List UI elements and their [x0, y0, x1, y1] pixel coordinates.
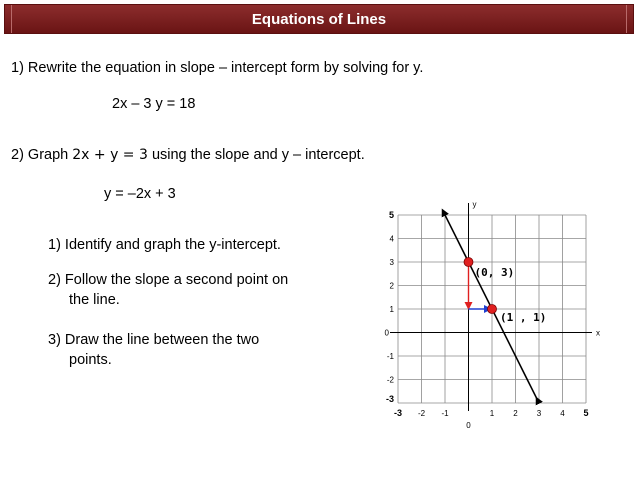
y-tick-label: 2: [389, 281, 394, 291]
page-title: Equations of Lines: [251, 11, 387, 28]
y-tick-label: -1: [386, 352, 394, 361]
problem-2-equation: 2x + y = 3: [72, 147, 148, 163]
y-tick-label: 3: [389, 258, 394, 267]
problem-2-prefix: 2) Graph: [11, 147, 73, 163]
x-tick-label: 4: [560, 409, 565, 418]
x-tick-label: 2: [513, 409, 518, 418]
y-tick-label: -2: [386, 375, 394, 385]
x-axis-label: x: [596, 328, 600, 338]
x-tick-label: -1: [441, 409, 449, 418]
problem-2-suffix: using the slope and y – intercept.: [151, 147, 365, 163]
x-tick-label: 1: [489, 409, 495, 418]
x-tick-label: -3: [393, 408, 403, 418]
step-1: 1) Identify and graph the y-intercept.: [48, 237, 281, 253]
point-marker: [488, 305, 497, 314]
origin-label: 0: [384, 328, 389, 338]
y-tick-label: 4: [389, 234, 394, 244]
step-2-line-2: the line.: [69, 292, 120, 308]
coordinate-graph: [362, 197, 626, 437]
problem-2-text: [11, 147, 365, 163]
slope-intercept-form: y = –2x + 3: [104, 186, 176, 202]
x-tick-label: 3: [536, 409, 542, 418]
y-tick-label: 1: [389, 305, 394, 314]
y-axis-label: y: [472, 200, 477, 209]
bottom-zero-label: 0: [466, 421, 471, 430]
y-tick-label: -3: [385, 394, 394, 404]
step-3-line-2: points.: [69, 352, 112, 368]
y-tick-label: 5: [388, 210, 394, 220]
x-tick-label: 5: [583, 408, 589, 418]
x-tick-label: -2: [417, 409, 426, 418]
title-bar: [4, 4, 634, 34]
point-label: (0, 3): [474, 266, 515, 279]
step-2-line-1: 2) Follow the slope a second point on: [48, 272, 289, 288]
step-3-line-1: 3) Draw the line between the two: [48, 332, 260, 348]
problem-1-equation: 2x – 3 y = 18: [112, 96, 196, 112]
point-label: (1 , 1): [500, 311, 547, 324]
problem-1-text: 1) Rewrite the equation in slope – intercept form by solving for y.: [11, 60, 424, 76]
point-marker: [464, 258, 473, 267]
